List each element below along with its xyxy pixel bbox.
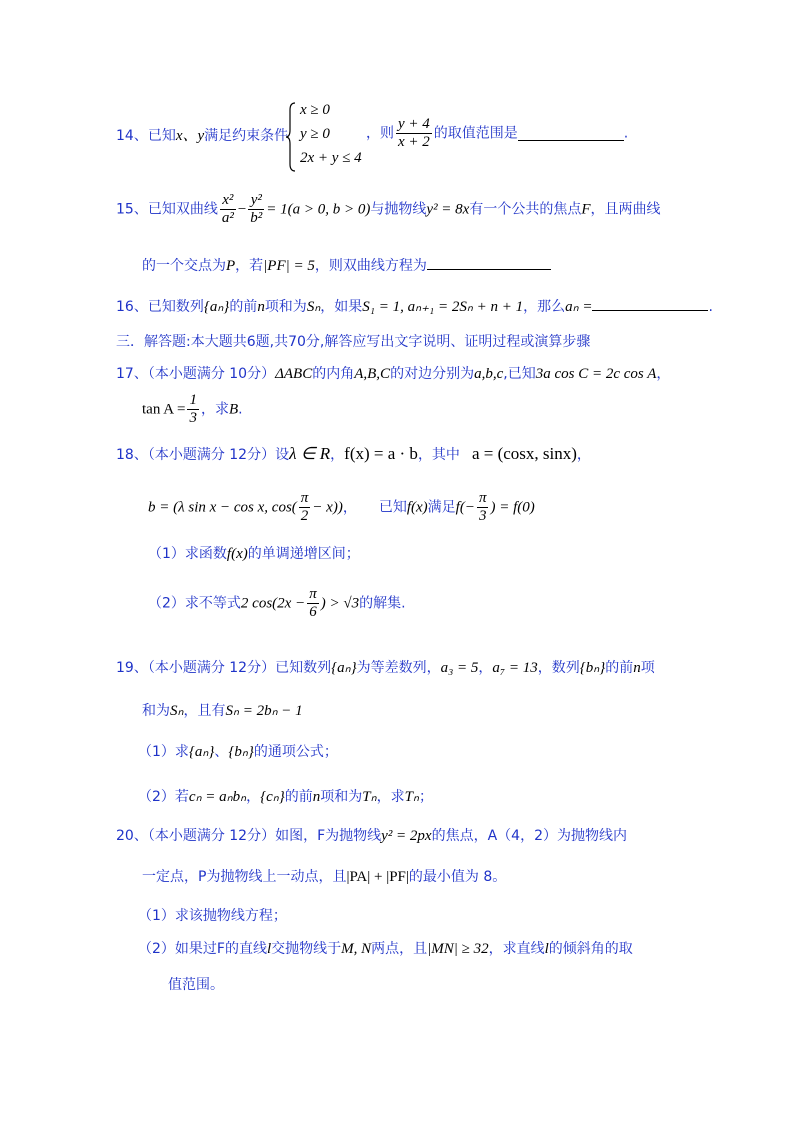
numerator: x² <box>220 192 236 210</box>
question-14-tail <box>366 116 628 151</box>
constraint-1: x ≥ 0 <box>300 102 330 118</box>
sequence-b: {bₙ} <box>228 744 254 760</box>
comma: ， <box>478 660 493 676</box>
sequence-a: {aₙ} <box>188 744 215 760</box>
cn-definition: cₙ = aₙbₙ <box>188 789 247 805</box>
text: ，那么 <box>523 299 566 315</box>
sequence-a: {aₙ} <box>331 660 357 676</box>
question-number: 20、 <box>116 828 148 844</box>
question-20-part-1: （1）求该抛物线方程； <box>138 908 287 924</box>
an: aₙ = <box>565 299 593 315</box>
text: 的倾斜角的取 <box>548 941 633 957</box>
text: ，数列 <box>537 660 580 676</box>
score: （本小题满分 10分） <box>147 366 276 382</box>
text: 的单调递增区间； <box>247 546 360 562</box>
parabola-equation: y² = 8x <box>426 201 470 218</box>
comma: ， <box>246 789 261 805</box>
sequence-c: {cₙ} <box>260 789 285 805</box>
condition: 3a cos C = 2c cos A <box>535 366 657 382</box>
question-number: 17、 <box>116 366 148 382</box>
question-18-part-1 <box>148 544 360 564</box>
f: f(x) <box>406 499 428 516</box>
text: 已知 <box>147 128 176 144</box>
n: n <box>257 299 265 315</box>
point-label: P <box>226 258 236 274</box>
text: 的前 <box>605 660 634 676</box>
numerator: π <box>300 490 309 506</box>
question-19-part-1 <box>138 742 338 762</box>
n: n <box>312 789 321 805</box>
question-18 <box>116 444 591 465</box>
text: 如图，F为抛物线 <box>275 828 382 844</box>
text: ，且有 <box>183 703 226 719</box>
denominator: a² <box>221 210 234 226</box>
comma: ， <box>342 499 357 516</box>
separator: 、 <box>214 744 229 760</box>
question-16 <box>116 296 713 317</box>
equation: Sₙ = 2bₙ − 1 <box>225 703 303 719</box>
text: ,已知 <box>503 366 536 382</box>
text: 的最小值为 8。 <box>408 869 507 885</box>
fraction <box>187 392 199 427</box>
question-number: 18、 <box>116 447 148 463</box>
semicolon: ； <box>418 789 433 805</box>
question-number: 16、 <box>116 299 148 315</box>
text: 与抛物线 <box>370 201 427 218</box>
condition-right: ) = f(0) <box>490 499 535 516</box>
denominator: b² <box>250 210 263 226</box>
question-number: 15、 <box>116 201 148 218</box>
answer-blank <box>518 126 624 141</box>
numerator: y² <box>248 192 264 210</box>
text: 交抛物线于 <box>271 941 342 957</box>
text: 为等差数列， <box>356 660 441 676</box>
question-20-part-2-line2: 值范围。 <box>168 977 224 993</box>
text: 已知双曲线 <box>147 201 218 218</box>
question-number: 19、 <box>116 660 148 676</box>
tn: Tₙ <box>404 789 419 805</box>
denominator: x + 2 <box>398 134 430 150</box>
a3: a₃ = 5 <box>440 660 479 676</box>
text: ，若 <box>235 258 264 274</box>
question-19-line2 <box>142 701 303 721</box>
focus-label: F <box>581 201 591 218</box>
fraction <box>477 490 489 525</box>
text: 设 <box>275 447 290 463</box>
constraint-3: 2x + y ≤ 4 <box>300 150 362 166</box>
question-19-part-2 <box>138 787 433 807</box>
line-l: l <box>266 941 272 957</box>
question-20 <box>116 826 627 846</box>
text: ，求 <box>376 789 405 805</box>
text: 已知数列 <box>147 299 204 315</box>
text: 项和为 <box>264 299 307 315</box>
left-brace <box>286 102 296 172</box>
ask: B <box>228 401 239 418</box>
question-number: 14、 <box>116 128 148 144</box>
sum: Sₙ <box>170 703 184 719</box>
text: ，其中 <box>417 447 460 463</box>
text: 满足约束条件 <box>204 128 289 144</box>
lambda-expression: λ ∈ R <box>289 444 331 463</box>
score: （本小题满分 12分） <box>147 828 276 844</box>
denominator: 3 <box>478 508 487 524</box>
constraint-system <box>286 100 376 174</box>
part-label: （2）求不等式 <box>148 595 241 612</box>
parabola-equation: y² = 2px <box>381 828 432 844</box>
answer-blank <box>427 255 551 270</box>
text: 已知 <box>378 499 407 516</box>
denominator: 3 <box>189 410 197 426</box>
text: ， <box>656 366 671 382</box>
text: 满足 <box>427 499 456 516</box>
fraction <box>248 192 264 227</box>
sequence: {aₙ} <box>203 299 230 315</box>
question-18-part-2 <box>148 586 406 621</box>
part-label: （2）若 <box>138 789 189 805</box>
condition: S₁ = 1, aₙ₊₁ = 2Sₙ + n + 1 <box>362 299 524 315</box>
n: n <box>633 660 641 676</box>
question-17-line2 <box>142 392 243 427</box>
period: . <box>238 401 243 418</box>
answer-blank <box>592 296 708 311</box>
minus: − <box>237 201 247 218</box>
sum: Sₙ <box>306 299 321 315</box>
text: 的解集. <box>359 595 406 612</box>
text: ，则 <box>366 125 394 142</box>
condition-left: f(− <box>455 499 475 516</box>
question-20-part-2 <box>138 939 633 959</box>
text: 项 <box>640 660 655 676</box>
text: 的一个交点为 <box>142 258 226 274</box>
fraction <box>396 116 432 151</box>
period: . <box>708 299 713 315</box>
part-label: （1）求函数 <box>148 546 227 562</box>
question-17 <box>116 364 670 384</box>
text: 两点，且 <box>371 941 428 957</box>
text: ，求直线 <box>488 941 545 957</box>
text: 一定点，P为抛物线上一动点，且 <box>142 869 347 885</box>
angles: A,B,C <box>354 366 391 382</box>
sides: a,b,c <box>474 366 504 382</box>
text: 的通项公式； <box>253 744 338 760</box>
f-definition: f(x) = a · b <box>344 444 418 463</box>
question-15-line2 <box>142 255 551 276</box>
distance-expression: |PF| = 5 <box>263 258 315 274</box>
tn: Tₙ <box>362 789 377 805</box>
score: （本小题满分 12分） <box>147 660 276 676</box>
constraint-2: y ≥ 0 <box>300 126 330 142</box>
section-3-heading: 三．解答题:本大题共6题,共70分,解答应写出文字说明、证明过程或演算步骤 <box>116 334 591 350</box>
math-vars: x、y <box>175 128 205 144</box>
numerator: π <box>309 586 317 602</box>
sequence-b: {bₙ} <box>579 660 606 676</box>
comma: ， <box>330 447 345 463</box>
text: 的前 <box>284 789 313 805</box>
vector-b-left: b = (λ sin x − cos x, cos( <box>148 499 297 516</box>
text: 项和为 <box>320 789 363 805</box>
text: ，且两曲线 <box>590 201 661 218</box>
numerator: y + 4 <box>398 116 430 132</box>
vector-b-right: − x)) <box>312 499 343 516</box>
text: 已知数列 <box>275 660 332 676</box>
part-label: （1）求 <box>138 744 189 760</box>
text: 的前 <box>229 299 258 315</box>
question-20-line2 <box>142 867 506 887</box>
fraction <box>307 586 319 621</box>
text: 有一个公共的焦点 <box>469 201 582 218</box>
text: 和为 <box>142 703 170 719</box>
numerator: π <box>478 490 487 506</box>
numerator: 1 <box>189 392 197 408</box>
line-l: l <box>544 941 549 957</box>
inequality-left: 2 cos(2x − <box>240 595 306 612</box>
a7: a₇ = 13 <box>492 660 538 676</box>
question-19 <box>116 658 655 678</box>
tan-expression: tan A = <box>142 401 186 418</box>
comma: ， <box>576 447 591 463</box>
question-15 <box>116 192 661 227</box>
text: ，如果 <box>320 299 363 315</box>
f: f(x) <box>226 546 248 562</box>
fraction <box>299 490 311 525</box>
question-14 <box>116 126 288 146</box>
period: . <box>623 125 629 142</box>
vector-a: a = (cosx, sinx) <box>471 444 577 463</box>
text: 的对边分别为 <box>390 366 475 382</box>
part-label: （2）如果过F的直线 <box>138 941 267 957</box>
distance-sum: |PA| + |PF| <box>346 869 409 885</box>
text: 的内角 <box>312 366 355 382</box>
text: 的取值范围是 <box>433 125 518 142</box>
text: 的焦点，A（4，2）为抛物线内 <box>431 828 627 844</box>
score: （本小题满分 12分） <box>147 447 276 463</box>
fraction <box>220 192 236 227</box>
condition: |MN| ≥ 32 <box>427 941 489 957</box>
inequality-right: ) > √3 <box>320 595 360 612</box>
triangle: ΔABC <box>275 366 313 382</box>
denominator: 2 <box>300 508 309 524</box>
equation: = 1(a > 0, b > 0) <box>266 201 371 218</box>
denominator: 6 <box>309 604 317 620</box>
question-18-line2 <box>148 490 535 525</box>
text: ，求 <box>200 401 229 418</box>
text: ，则双曲线方程为 <box>314 258 427 274</box>
points: M, N <box>341 941 372 957</box>
